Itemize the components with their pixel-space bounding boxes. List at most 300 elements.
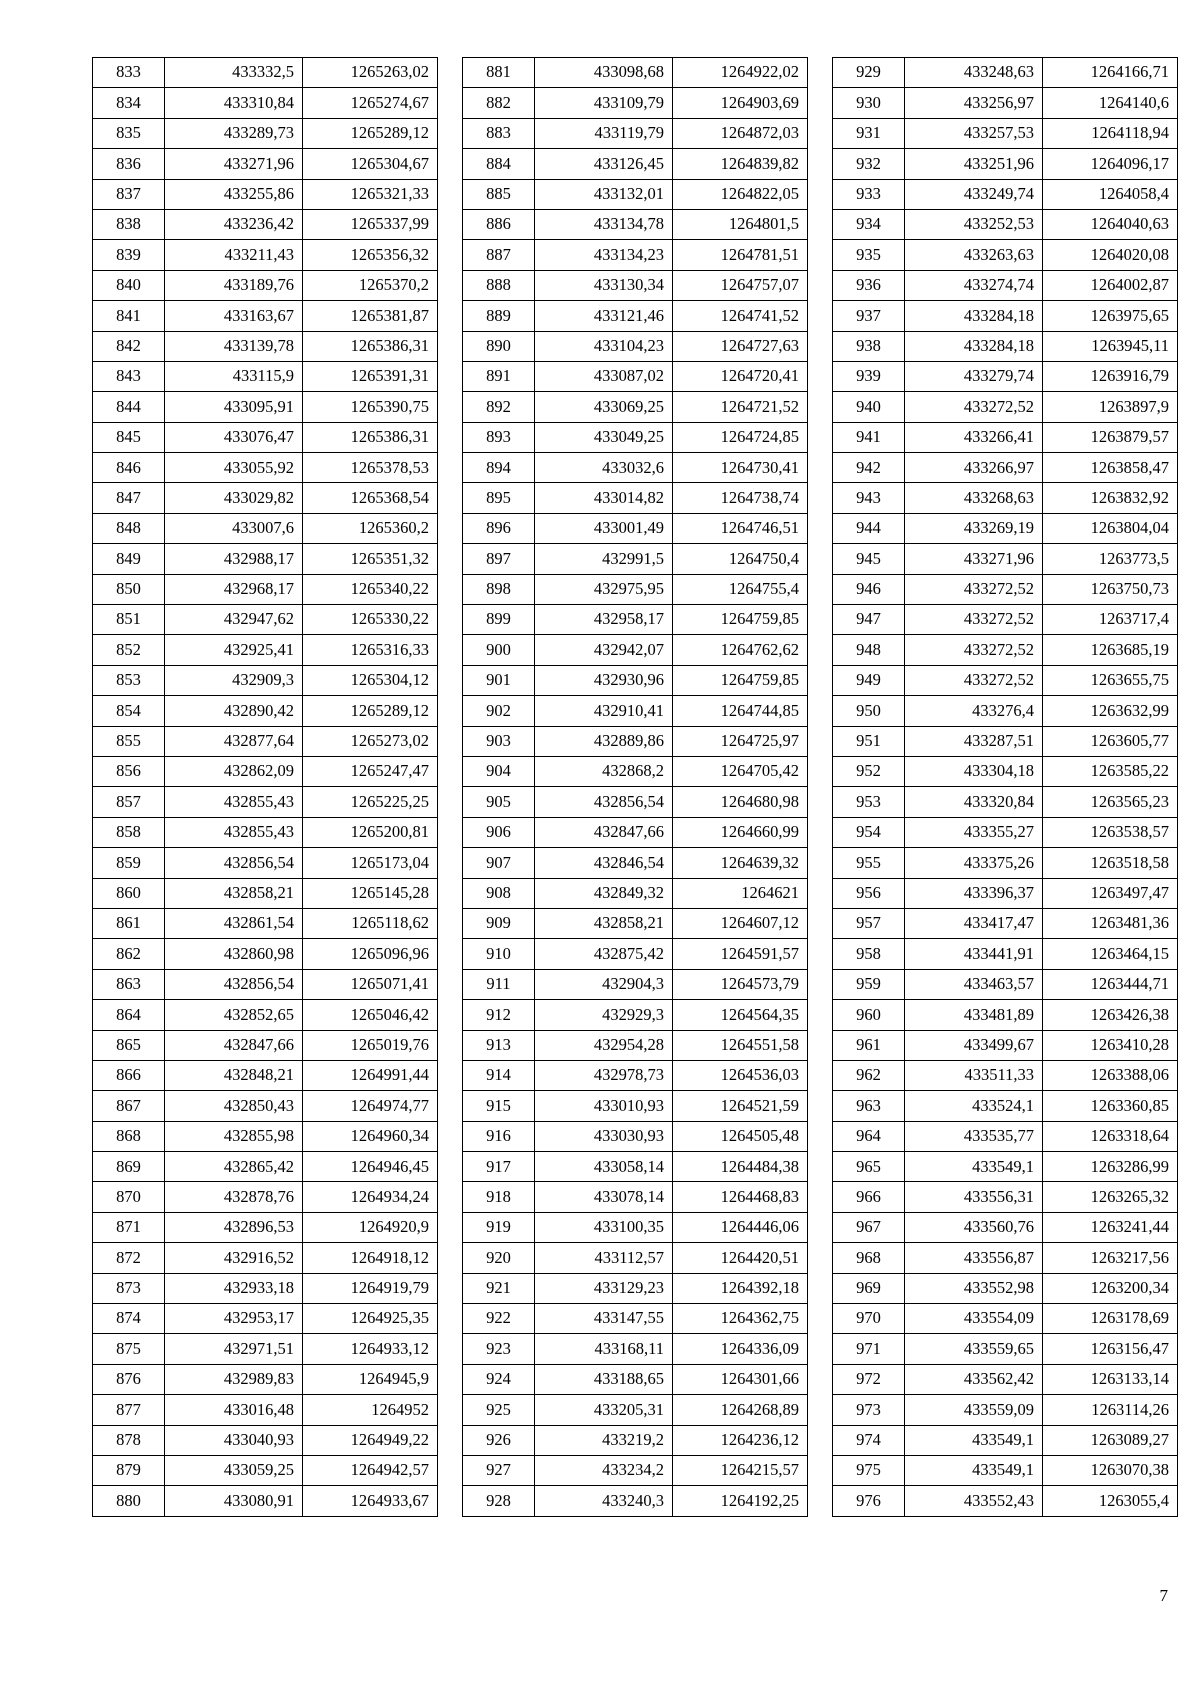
y-coordinate-cell: 1264730,41 (673, 453, 808, 483)
table-row (93, 1334, 438, 1364)
coordinates-table-2 (462, 57, 808, 1517)
x-coordinate-cell: 433481,89 (905, 1000, 1043, 1030)
y-coordinate-cell: 1265304,12 (303, 665, 438, 695)
point-number-cell: 903 (463, 726, 535, 756)
table-row (463, 453, 808, 483)
x-coordinate-cell: 433556,87 (905, 1243, 1043, 1273)
table-row (833, 665, 1178, 695)
table-row (463, 756, 808, 786)
x-coordinate-cell: 432947,62 (165, 605, 303, 635)
point-number-cell: 877 (93, 1395, 165, 1425)
point-number-cell: 956 (833, 878, 905, 908)
x-coordinate-cell: 433272,52 (905, 665, 1043, 695)
table-row (93, 58, 438, 88)
x-coordinate-cell: 433095,91 (165, 392, 303, 422)
table-row (833, 908, 1178, 938)
table-row (833, 574, 1178, 604)
table-row (463, 58, 808, 88)
x-coordinate-cell: 432850,43 (165, 1091, 303, 1121)
x-coordinate-cell: 432954,28 (535, 1030, 673, 1060)
point-number-cell: 975 (833, 1455, 905, 1485)
x-coordinate-cell: 433219,2 (535, 1425, 673, 1455)
y-coordinate-cell: 1263481,36 (1043, 908, 1178, 938)
point-number-cell: 908 (463, 878, 535, 908)
y-coordinate-cell: 1263565,23 (1043, 787, 1178, 817)
point-number-cell: 881 (463, 58, 535, 88)
point-number-cell: 916 (463, 1121, 535, 1151)
x-coordinate-cell: 433441,91 (905, 939, 1043, 969)
y-coordinate-cell: 1263265,32 (1043, 1182, 1178, 1212)
page-number: 7 (1159, 1586, 1168, 1605)
y-coordinate-cell: 1263538,57 (1043, 817, 1178, 847)
x-coordinate-cell: 433115,9 (165, 361, 303, 391)
point-number-cell: 925 (463, 1395, 535, 1425)
point-number-cell: 863 (93, 969, 165, 999)
y-coordinate-cell: 1264925,35 (303, 1304, 438, 1334)
x-coordinate-cell: 432978,73 (535, 1060, 673, 1090)
y-coordinate-cell: 1264446,06 (673, 1212, 808, 1242)
table-row (93, 756, 438, 786)
y-coordinate-cell: 1263464,15 (1043, 939, 1178, 969)
x-coordinate-cell: 432877,64 (165, 726, 303, 756)
y-coordinate-cell: 1264721,52 (673, 392, 808, 422)
y-coordinate-cell: 1263632,99 (1043, 696, 1178, 726)
table-row (833, 240, 1178, 270)
y-coordinate-cell: 1264918,12 (303, 1243, 438, 1273)
y-coordinate-cell: 1264621 (673, 878, 808, 908)
y-coordinate-cell: 1264872,03 (673, 118, 808, 148)
table-row (833, 1455, 1178, 1485)
y-coordinate-cell: 1264040,63 (1043, 209, 1178, 239)
y-coordinate-cell: 1263832,92 (1043, 483, 1178, 513)
point-number-cell: 901 (463, 665, 535, 695)
point-number-cell: 967 (833, 1212, 905, 1242)
point-number-cell: 883 (463, 118, 535, 148)
coordinates-table-3 (832, 57, 1178, 1517)
x-coordinate-cell: 433168,11 (535, 1334, 673, 1364)
table-row (833, 756, 1178, 786)
y-coordinate-cell: 1265247,47 (303, 756, 438, 786)
y-coordinate-cell: 1265316,33 (303, 635, 438, 665)
x-coordinate-cell: 433524,1 (905, 1091, 1043, 1121)
point-number-cell: 882 (463, 88, 535, 118)
table-row (463, 118, 808, 148)
table-row (463, 1212, 808, 1242)
y-coordinate-cell: 1264960,34 (303, 1121, 438, 1151)
y-coordinate-cell: 1264140,6 (1043, 88, 1178, 118)
point-number-cell: 955 (833, 848, 905, 878)
point-number-cell: 846 (93, 453, 165, 483)
y-coordinate-cell: 1265046,42 (303, 1000, 438, 1030)
x-coordinate-cell: 432846,54 (535, 848, 673, 878)
point-number-cell: 836 (93, 149, 165, 179)
point-number-cell: 876 (93, 1364, 165, 1394)
x-coordinate-cell: 433014,82 (535, 483, 673, 513)
y-coordinate-cell: 1265263,02 (303, 58, 438, 88)
x-coordinate-cell: 433032,6 (535, 453, 673, 483)
table-row (93, 817, 438, 847)
table-row (93, 665, 438, 695)
point-number-cell: 900 (463, 635, 535, 665)
x-coordinate-cell: 433252,53 (905, 209, 1043, 239)
table-row (93, 605, 438, 635)
x-coordinate-cell: 432910,41 (535, 696, 673, 726)
x-coordinate-cell: 433049,25 (535, 422, 673, 452)
x-coordinate-cell: 433256,97 (905, 88, 1043, 118)
table-row (93, 635, 438, 665)
table-row (833, 1121, 1178, 1151)
table-row (463, 270, 808, 300)
y-coordinate-cell: 1264505,48 (673, 1121, 808, 1151)
point-number-cell: 912 (463, 1000, 535, 1030)
table-row (93, 270, 438, 300)
point-number-cell: 834 (93, 88, 165, 118)
point-number-cell: 921 (463, 1273, 535, 1303)
y-coordinate-cell: 1265304,67 (303, 149, 438, 179)
x-coordinate-cell: 433332,5 (165, 58, 303, 88)
table-row (93, 1455, 438, 1485)
point-number-cell: 950 (833, 696, 905, 726)
x-coordinate-cell: 433276,4 (905, 696, 1043, 726)
y-coordinate-cell: 1264720,41 (673, 361, 808, 391)
table-row (833, 513, 1178, 543)
table-row (463, 1273, 808, 1303)
point-number-cell: 851 (93, 605, 165, 635)
table-row (833, 969, 1178, 999)
y-coordinate-cell: 1265289,12 (303, 118, 438, 148)
x-coordinate-cell: 433554,09 (905, 1304, 1043, 1334)
y-coordinate-cell: 1263879,57 (1043, 422, 1178, 452)
y-coordinate-cell: 1263318,64 (1043, 1121, 1178, 1151)
x-coordinate-cell: 432968,17 (165, 574, 303, 604)
point-number-cell: 896 (463, 513, 535, 543)
point-number-cell: 958 (833, 939, 905, 969)
x-coordinate-cell: 433355,27 (905, 817, 1043, 847)
x-coordinate-cell: 433163,67 (165, 301, 303, 331)
x-coordinate-cell: 432856,54 (165, 969, 303, 999)
point-number-cell: 839 (93, 240, 165, 270)
y-coordinate-cell: 1263286,99 (1043, 1152, 1178, 1182)
table-row (93, 149, 438, 179)
x-coordinate-cell: 433535,77 (905, 1121, 1043, 1151)
table-row (833, 696, 1178, 726)
y-coordinate-cell: 1264725,97 (673, 726, 808, 756)
point-number-cell: 957 (833, 908, 905, 938)
x-coordinate-cell: 433255,86 (165, 179, 303, 209)
table-row (93, 331, 438, 361)
table-row (93, 939, 438, 969)
table-row (93, 1060, 438, 1090)
x-coordinate-cell: 432896,53 (165, 1212, 303, 1242)
point-number-cell: 895 (463, 483, 535, 513)
y-coordinate-cell: 1264002,87 (1043, 270, 1178, 300)
x-coordinate-cell: 432916,52 (165, 1243, 303, 1273)
table-row (833, 1304, 1178, 1334)
y-coordinate-cell: 1263518,58 (1043, 848, 1178, 878)
x-coordinate-cell: 432865,42 (165, 1152, 303, 1182)
point-number-cell: 894 (463, 453, 535, 483)
point-number-cell: 954 (833, 817, 905, 847)
point-number-cell: 966 (833, 1182, 905, 1212)
x-coordinate-cell: 432975,95 (535, 574, 673, 604)
x-coordinate-cell: 432860,98 (165, 939, 303, 969)
point-number-cell: 861 (93, 908, 165, 938)
x-coordinate-cell: 432878,76 (165, 1182, 303, 1212)
x-coordinate-cell: 433016,48 (165, 1395, 303, 1425)
x-coordinate-cell: 433029,82 (165, 483, 303, 513)
point-number-cell: 928 (463, 1486, 535, 1516)
x-coordinate-cell: 433272,52 (905, 392, 1043, 422)
table-row (463, 908, 808, 938)
x-coordinate-cell: 433119,79 (535, 118, 673, 148)
point-number-cell: 852 (93, 635, 165, 665)
point-number-cell: 864 (93, 1000, 165, 1030)
table-row (833, 58, 1178, 88)
table-row (93, 1121, 438, 1151)
table-row (93, 1304, 438, 1334)
point-number-cell: 892 (463, 392, 535, 422)
table-row (463, 878, 808, 908)
x-coordinate-cell: 433249,74 (905, 179, 1043, 209)
point-number-cell: 904 (463, 756, 535, 786)
table-row (833, 1243, 1178, 1273)
point-number-cell: 855 (93, 726, 165, 756)
table-row (463, 1395, 808, 1425)
x-coordinate-cell: 433030,93 (535, 1121, 673, 1151)
y-coordinate-cell: 1263685,19 (1043, 635, 1178, 665)
point-number-cell: 935 (833, 240, 905, 270)
x-coordinate-cell: 432848,21 (165, 1060, 303, 1090)
point-number-cell: 915 (463, 1091, 535, 1121)
x-coordinate-cell: 433271,96 (165, 149, 303, 179)
point-number-cell: 965 (833, 1152, 905, 1182)
table-row (463, 1364, 808, 1394)
table-row (833, 1334, 1178, 1364)
table-row (463, 1304, 808, 1334)
coordinates-table-1 (92, 57, 438, 1517)
point-number-cell: 862 (93, 939, 165, 969)
x-coordinate-cell: 433287,51 (905, 726, 1043, 756)
table-row (463, 1060, 808, 1090)
table-row (463, 301, 808, 331)
x-coordinate-cell: 433010,93 (535, 1091, 673, 1121)
x-coordinate-cell: 432890,42 (165, 696, 303, 726)
y-coordinate-cell: 1264762,62 (673, 635, 808, 665)
table-row (463, 939, 808, 969)
y-coordinate-cell: 1265340,22 (303, 574, 438, 604)
point-number-cell: 974 (833, 1425, 905, 1455)
table-row (93, 118, 438, 148)
point-number-cell: 841 (93, 301, 165, 331)
table-row (93, 179, 438, 209)
x-coordinate-cell: 433559,09 (905, 1395, 1043, 1425)
x-coordinate-cell: 433100,35 (535, 1212, 673, 1242)
table-row (833, 483, 1178, 513)
y-coordinate-cell: 1264942,57 (303, 1455, 438, 1485)
y-coordinate-cell: 1264757,07 (673, 270, 808, 300)
y-coordinate-cell: 1264974,77 (303, 1091, 438, 1121)
y-coordinate-cell: 1264118,94 (1043, 118, 1178, 148)
y-coordinate-cell: 1263055,4 (1043, 1486, 1178, 1516)
point-number-cell: 868 (93, 1121, 165, 1151)
y-coordinate-cell: 1264420,51 (673, 1243, 808, 1273)
table-row (93, 240, 438, 270)
table-row (463, 969, 808, 999)
x-coordinate-cell: 433134,23 (535, 240, 673, 270)
x-coordinate-cell: 432958,17 (535, 605, 673, 635)
x-coordinate-cell: 433257,53 (905, 118, 1043, 148)
y-coordinate-cell: 1264058,4 (1043, 179, 1178, 209)
x-coordinate-cell: 433272,52 (905, 605, 1043, 635)
table-row (463, 209, 808, 239)
y-coordinate-cell: 1264215,57 (673, 1455, 808, 1485)
y-coordinate-cell: 1265200,81 (303, 817, 438, 847)
y-coordinate-cell: 1264336,09 (673, 1334, 808, 1364)
table-row (93, 1273, 438, 1303)
point-number-cell: 944 (833, 513, 905, 543)
point-number-cell: 946 (833, 574, 905, 604)
y-coordinate-cell: 1264822,05 (673, 179, 808, 209)
y-coordinate-cell: 1264746,51 (673, 513, 808, 543)
table-row (93, 726, 438, 756)
y-coordinate-cell: 1264781,51 (673, 240, 808, 270)
x-coordinate-cell: 432849,32 (535, 878, 673, 908)
point-number-cell: 857 (93, 787, 165, 817)
x-coordinate-cell: 433104,23 (535, 331, 673, 361)
table-row (93, 696, 438, 726)
x-coordinate-cell: 432953,17 (165, 1304, 303, 1334)
y-coordinate-cell: 1263360,85 (1043, 1091, 1178, 1121)
x-coordinate-cell: 433463,57 (905, 969, 1043, 999)
point-number-cell: 929 (833, 58, 905, 88)
table-row (833, 605, 1178, 635)
table-row (833, 817, 1178, 847)
table-row (463, 422, 808, 452)
point-number-cell: 905 (463, 787, 535, 817)
point-number-cell: 838 (93, 209, 165, 239)
table-row (463, 149, 808, 179)
x-coordinate-cell: 433266,41 (905, 422, 1043, 452)
point-number-cell: 940 (833, 392, 905, 422)
y-coordinate-cell: 1265356,32 (303, 240, 438, 270)
x-coordinate-cell: 433552,43 (905, 1486, 1043, 1516)
x-coordinate-cell: 433559,65 (905, 1334, 1043, 1364)
table-row (833, 453, 1178, 483)
x-coordinate-cell: 433147,55 (535, 1304, 673, 1334)
x-coordinate-cell: 432855,43 (165, 817, 303, 847)
point-number-cell: 880 (93, 1486, 165, 1516)
point-number-cell: 936 (833, 270, 905, 300)
point-number-cell: 869 (93, 1152, 165, 1182)
point-number-cell: 951 (833, 726, 905, 756)
x-coordinate-cell: 433040,93 (165, 1425, 303, 1455)
table-row (833, 1486, 1178, 1516)
point-number-cell: 898 (463, 574, 535, 604)
x-coordinate-cell: 432991,5 (535, 544, 673, 574)
y-coordinate-cell: 1263655,75 (1043, 665, 1178, 695)
x-coordinate-cell: 432904,3 (535, 969, 673, 999)
table-row (833, 1182, 1178, 1212)
point-number-cell: 840 (93, 270, 165, 300)
y-coordinate-cell: 1264933,67 (303, 1486, 438, 1516)
y-coordinate-cell: 1264738,74 (673, 483, 808, 513)
point-number-cell: 891 (463, 361, 535, 391)
table-row (463, 1182, 808, 1212)
table-row (93, 361, 438, 391)
y-coordinate-cell: 1264946,45 (303, 1152, 438, 1182)
point-number-cell: 947 (833, 605, 905, 635)
point-number-cell: 878 (93, 1425, 165, 1455)
table-row (833, 331, 1178, 361)
x-coordinate-cell: 433375,26 (905, 848, 1043, 878)
y-coordinate-cell: 1264536,03 (673, 1060, 808, 1090)
x-coordinate-cell: 433272,52 (905, 635, 1043, 665)
table-row (833, 179, 1178, 209)
table-row (833, 1273, 1178, 1303)
point-number-cell: 973 (833, 1395, 905, 1425)
y-coordinate-cell: 1264949,22 (303, 1425, 438, 1455)
y-coordinate-cell: 1265118,62 (303, 908, 438, 938)
point-number-cell: 959 (833, 969, 905, 999)
point-number-cell: 899 (463, 605, 535, 635)
y-coordinate-cell: 1263773,5 (1043, 544, 1178, 574)
point-number-cell: 962 (833, 1060, 905, 1090)
y-coordinate-cell: 1264759,85 (673, 605, 808, 635)
table-row (93, 483, 438, 513)
y-coordinate-cell: 1265378,53 (303, 453, 438, 483)
table-row (463, 574, 808, 604)
y-coordinate-cell: 1265360,2 (303, 513, 438, 543)
point-number-cell: 890 (463, 331, 535, 361)
y-coordinate-cell: 1263858,47 (1043, 453, 1178, 483)
x-coordinate-cell: 432856,54 (165, 848, 303, 878)
point-number-cell: 842 (93, 331, 165, 361)
x-coordinate-cell: 432855,98 (165, 1121, 303, 1151)
point-number-cell: 909 (463, 908, 535, 938)
x-coordinate-cell: 433271,96 (905, 544, 1043, 574)
x-coordinate-cell: 432889,86 (535, 726, 673, 756)
table-row (833, 635, 1178, 665)
y-coordinate-cell: 1263804,04 (1043, 513, 1178, 543)
point-number-cell: 867 (93, 1091, 165, 1121)
table-row (93, 969, 438, 999)
y-coordinate-cell: 1264755,4 (673, 574, 808, 604)
table-row (463, 361, 808, 391)
point-number-cell: 919 (463, 1212, 535, 1242)
x-coordinate-cell: 433511,33 (905, 1060, 1043, 1090)
x-coordinate-cell: 432861,54 (165, 908, 303, 938)
point-number-cell: 907 (463, 848, 535, 878)
point-number-cell: 971 (833, 1334, 905, 1364)
table-row (93, 1212, 438, 1242)
x-coordinate-cell: 433055,92 (165, 453, 303, 483)
point-number-cell: 884 (463, 149, 535, 179)
x-coordinate-cell: 433284,18 (905, 301, 1043, 331)
point-number-cell: 872 (93, 1243, 165, 1273)
y-coordinate-cell: 1264705,42 (673, 756, 808, 786)
y-coordinate-cell: 1263585,22 (1043, 756, 1178, 786)
point-number-cell: 918 (463, 1182, 535, 1212)
y-coordinate-cell: 1263200,34 (1043, 1273, 1178, 1303)
point-number-cell: 879 (93, 1455, 165, 1485)
table-row (93, 453, 438, 483)
table-row (93, 908, 438, 938)
point-number-cell: 893 (463, 422, 535, 452)
point-number-cell: 942 (833, 453, 905, 483)
x-coordinate-cell: 432942,07 (535, 635, 673, 665)
y-coordinate-cell: 1264750,4 (673, 544, 808, 574)
x-coordinate-cell: 432862,09 (165, 756, 303, 786)
